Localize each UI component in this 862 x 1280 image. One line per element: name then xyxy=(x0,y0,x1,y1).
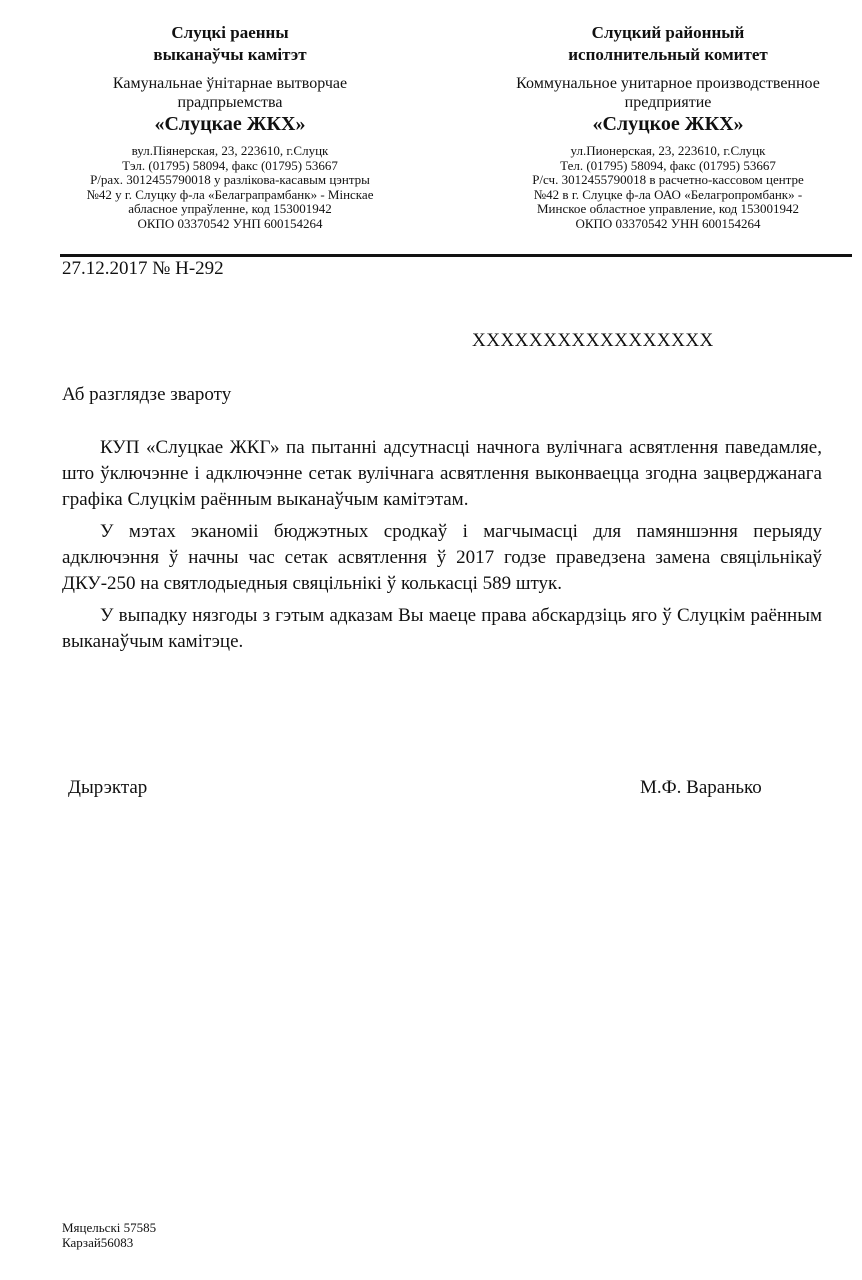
registration-number: 27.12.2017 № Н-292 xyxy=(62,258,224,279)
executors: Мяцельскі 57585 Карзай56083 xyxy=(62,1220,157,1250)
letterhead-belarusian xyxy=(40,22,420,231)
contact-details: вул.Піянерская, 23, 223610, г.Слуцк Тэл. (01795) 58094, факс (01795) 53667 Р/рах. 3012455790018 у разлікова-касавым цэнтры №42 у г. Слуцку ф-ла «Белаграпрамбанк» - Мінскае абласное упраўленне, код 153001942 ОКПО 03370542 УНП 600154264 xyxy=(86,143,374,231)
paragraph: У мэтах эканоміі бюджэтных сродкаў і магчымасці для памяншэння перыяду адключэння ў начны час сетак асвятлення ў 2017 годзе праведзена замена свяцільнікаў ДКУ-250 на святлодыедныя свяцільнікі ў колькасці 589 штук. xyxy=(62,521,822,594)
paragraph: КУП «Слуцкае ЖКГ» па пытанні адсутнасці начнога вулічнага асвятлення паведамляе, што ўключэнне і адключэнне сетак вулічнага асвятлення выконваецца згодна зацверджанага графіка Слуцкім раённым выканаўчым камітэтам. xyxy=(62,437,822,510)
signatory-name: М.Ф. Варанько xyxy=(640,777,762,798)
org-name: Слуцкий районный исполнительный комитет xyxy=(568,23,768,64)
enterprise-type: Камунальнае ўнітарнае вытворчае прадпрыемства xyxy=(112,75,348,111)
addressee: ХХХХХХХХХХХХХХХХХ xyxy=(472,330,714,351)
paragraph: У выпадку нязгоды з гэтым адказам Вы маеце права абскардзіць яго ў Слуцкім раённым выканаўчым камітэце. xyxy=(62,605,822,652)
letterhead-russian xyxy=(470,22,862,231)
header-divider xyxy=(60,254,852,257)
enterprise-type: Коммунальное унитарное производственное предприятие xyxy=(516,75,820,111)
org-name: Слуцкі раенны выканаўчы камітэт xyxy=(153,23,307,64)
signatory-role: Дырэктар xyxy=(68,777,148,798)
letter-body xyxy=(62,435,822,661)
contact-details: ул.Пионерская, 23, 223610, г.Слуцк Тел. (01795) 58094, факс (01795) 53667 Р/сч. 3012455790018 в расчетно-кассовом центре №42 в г. Слуцке ф-ла ОАО «Белагропромбанк» - Минское областное управление, код 153001942 ОКПО 03370542 УНН 600154264 xyxy=(532,143,804,231)
subject: Аб разглядзе звароту xyxy=(62,384,232,405)
enterprise-name: «Слуцкое ЖКХ» xyxy=(592,113,744,135)
enterprise-name: «Слуцкае ЖКХ» xyxy=(154,113,306,135)
